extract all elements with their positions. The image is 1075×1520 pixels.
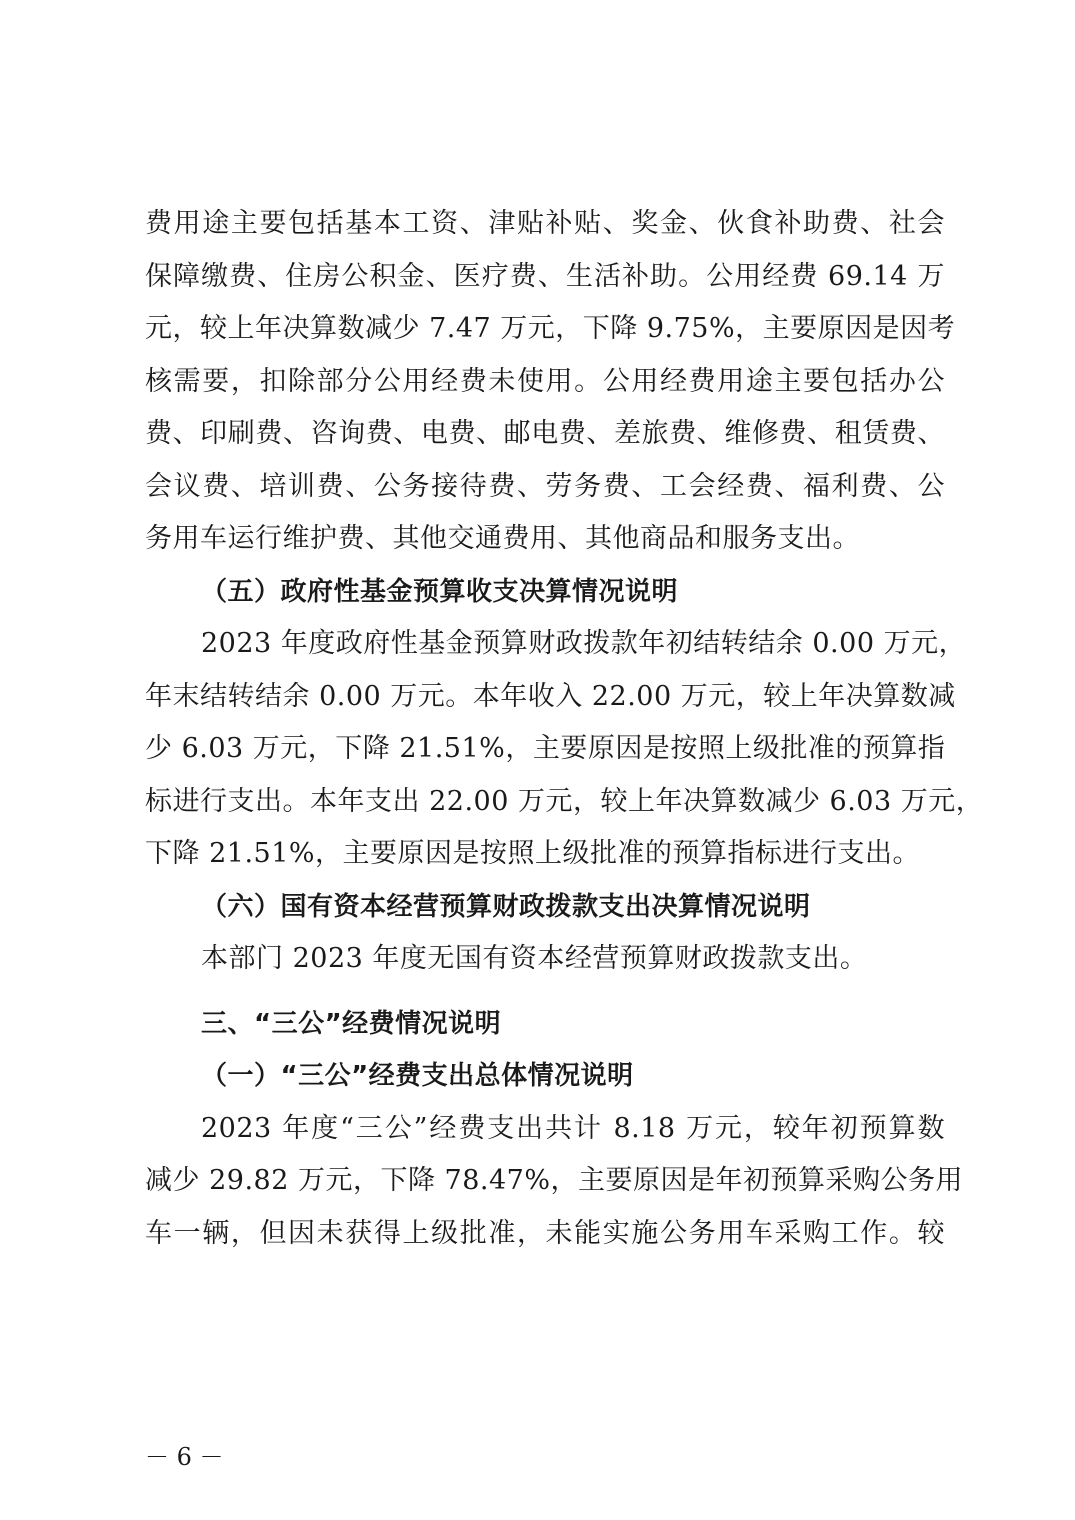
paragraph-line: 年末结转结余 0.00 万元。本年收入 22.00 万元，较上年决算数减 — [145, 680, 956, 712]
paragraph-line: 费、印刷费、咨询费、电费、邮电费、差旅费、维修费、租赁费、 — [145, 418, 945, 449]
subheading-5: （五）政府性基金预算收支决算情况说明 — [201, 576, 679, 607]
section-heading-3: 三、“三公”经费情况说明 — [201, 1008, 502, 1039]
document-body — [145, 198, 984, 1260]
paragraph-line: 标进行支出。本年支出 22.00 万元，较上年决算数减少 6.03 万元， — [145, 785, 984, 817]
paragraph-line: 本部门 2023 年度无国有资本经营预算财政拨款支出。 — [201, 943, 868, 974]
paragraph-line: 务用车运行维护费、其他交通费用、其他商品和服务支出。 — [145, 523, 860, 554]
paragraph-line: 车一辆，但因未获得上级批准，未能实施公务用车采购工作。较 — [145, 1217, 945, 1249]
paragraph-line: 元，较上年决算数减少 7.47 万元，下降 9.75%，主要原因是因考 — [145, 313, 956, 344]
paragraph-line: 2023 年度政府性基金预算财政拨款年初结转结余 0.00 万元， — [201, 628, 967, 659]
page-number: － 6 － — [145, 1443, 224, 1471]
paragraph-line: 核需要，扣除部分公用经费未使用。公用经费用途主要包括办公 — [145, 365, 945, 397]
subheading-3-1: （一）“三公”经费支出总体情况说明 — [201, 1061, 634, 1091]
paragraph-line: 费用途主要包括基本工资、津贴补贴、奖金、伙食补助费、社会 — [145, 208, 945, 239]
subheading-6: （六）国有资本经营预算财政拨款支出决算情况说明 — [201, 891, 811, 922]
paragraph-line: 会议费、培训费、公务接待费、劳务费、工会经费、福利费、公 — [145, 470, 945, 502]
paragraph-line: 减少 29.82 万元，下降 78.47%，主要原因是年初预算采购公务用 — [145, 1165, 963, 1196]
paragraph-line: 2023 年度“三公”经费支出共计 8.18 万元，较年初预算数 — [201, 1112, 945, 1144]
paragraph-line: 少 6.03 万元，下降 21.51%，主要原因是按照上级批准的预算指 — [145, 733, 946, 764]
paragraph-line: 下降 21.51%，主要原因是按照上级批准的预算指标进行支出。 — [145, 838, 921, 869]
paragraph-line: 保障缴费、住房公积金、医疗费、生活补助。公用经费 69.14 万 — [145, 260, 945, 292]
